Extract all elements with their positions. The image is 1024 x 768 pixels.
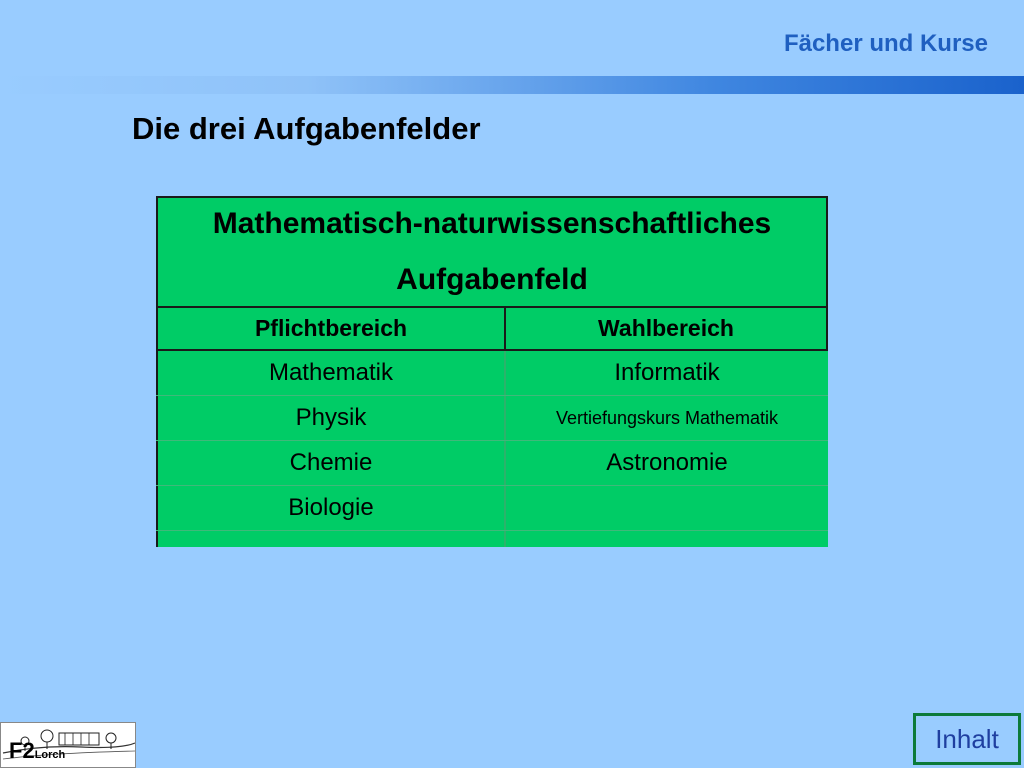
table-row [156, 440, 828, 485]
table-body [156, 351, 828, 547]
table-row [156, 395, 828, 440]
table-row [156, 485, 828, 530]
table-heading-line1: Mathematisch-naturwissenschaftliches [212, 207, 772, 240]
logo-main: F2 [9, 738, 35, 763]
slide-title: Die drei Aufgabenfelder [132, 111, 481, 146]
table-row [156, 351, 828, 395]
cell-pflicht: Biologie [156, 486, 504, 530]
table-heading [156, 196, 828, 308]
cell-empty [504, 531, 828, 547]
column-header-wahlbereich: Wahlbereich [598, 315, 734, 341]
cell-wahl: Informatik [504, 351, 828, 395]
logo-sub: Lorch [34, 749, 66, 761]
header-title: Fächer und Kurse [783, 30, 988, 57]
cell-wahl: Astronomie [504, 441, 828, 485]
column-header-row [156, 306, 828, 351]
cell-pflicht: Chemie [156, 441, 504, 485]
cell-pflicht: Mathematik [156, 351, 504, 395]
cell-pflicht: Physik [156, 396, 504, 440]
cell-wahl [504, 486, 828, 530]
school-logo [0, 722, 136, 768]
table-row-empty [156, 530, 828, 547]
column-header-pflichtbereich: Pflichtbereich [158, 308, 506, 349]
cell-empty [156, 531, 504, 547]
logo-text [9, 739, 65, 767]
header-gradient-rule [0, 76, 1024, 94]
subjects-table [156, 196, 828, 545]
table-heading-line2: Aufgabenfeld [396, 263, 588, 296]
inhalt-button[interactable]: Inhalt [913, 713, 1021, 765]
cell-wahl: Vertiefungskurs Mathematik [504, 396, 828, 440]
